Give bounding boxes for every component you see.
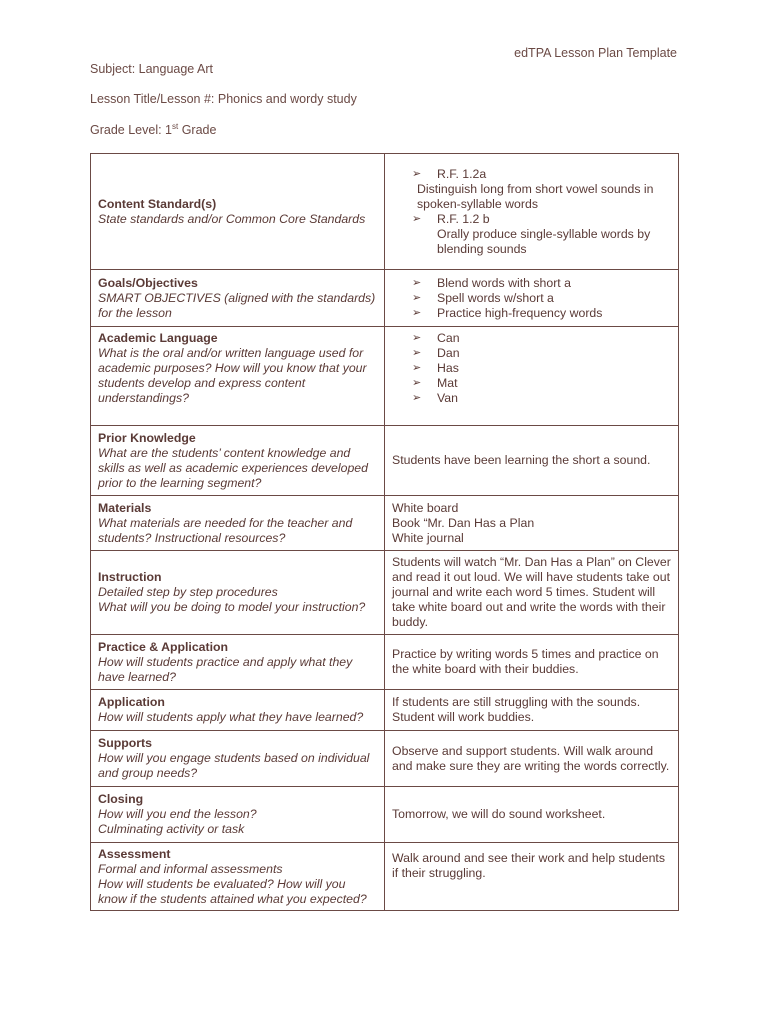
table-row-practice <box>91 635 679 690</box>
list-item: ➢ Spell words w/short a <box>412 291 671 306</box>
grade-level-ordinal: st <box>172 122 179 131</box>
row-label: Academic Language <box>98 331 218 345</box>
row-description: State standards and/or Common Core Standards <box>98 211 366 226</box>
row-label-cell <box>91 270 385 327</box>
row-label-cell <box>91 551 385 635</box>
row-content-text: Students will watch “Mr. Dan Has a Plan” on Clever and read it out loud. We will have students take out journal and write each word 5 times. Student will take white board out and write the words with their buddy. <box>392 555 671 629</box>
grade-level-text: Grade Level: 1 <box>90 123 172 138</box>
vocabulary-list <box>392 331 671 406</box>
row-description: How will you engage students based on individual and group needs? <box>98 751 370 780</box>
row-label: Supports <box>98 736 152 750</box>
list-item: ➢ Blend words with short a <box>412 276 671 291</box>
standard-text: Orally produce single-syllable words by blending sounds <box>437 226 651 256</box>
standard-code: ➢ R.F. 1.2a <box>437 166 487 181</box>
row-label-cell <box>91 635 385 690</box>
standard-code: ➢ R.F. 1.2 b <box>437 211 490 226</box>
row-content-cell <box>385 787 679 843</box>
row-description: How will students practice and apply what they have learned? <box>98 654 353 684</box>
row-content-cell <box>385 551 679 635</box>
row-content-cell <box>385 426 679 496</box>
row-content-cell <box>385 496 679 551</box>
list-item: ➢ Van <box>412 391 671 406</box>
lesson-title-line: Lesson Title/Lesson #: Phonics and wordy study <box>90 92 357 106</box>
row-label-cell <box>91 496 385 551</box>
table-row-application <box>91 690 679 731</box>
row-label: Content Standard(s) <box>98 196 217 211</box>
subject-line: Subject: Language Art <box>90 62 214 76</box>
row-description: What materials are needed for the teacher and students? Instructional resources? <box>98 515 353 545</box>
row-label-cell <box>91 731 385 787</box>
row-label-cell <box>91 690 385 731</box>
list-item: ➢ Practice high-frequency words <box>412 306 671 321</box>
table-row-assessment <box>91 843 679 911</box>
row-description: What are the students’ content knowledge and skills as well as academic experiences developed prior to the learning segment? <box>98 445 368 490</box>
list-item: ➢ Has <box>412 361 671 376</box>
grade-level-line <box>90 122 216 137</box>
row-description: SMART OBJECTIVES (aligned with the standards) for the lesson <box>98 290 376 320</box>
standards-list <box>392 212 671 257</box>
list-item: ➢ Dan <box>412 346 671 361</box>
objectives-list <box>392 276 671 321</box>
row-content-cell <box>385 731 679 787</box>
lesson-plan-table <box>90 153 679 911</box>
row-content-text: Tomorrow, we will do sound worksheet. <box>392 807 606 821</box>
row-content-cell <box>385 154 679 270</box>
standard-text: Distinguish long from short vowel sounds in spoken-syllable words <box>417 181 654 211</box>
table-row-supports <box>91 731 679 787</box>
row-content-cell <box>385 270 679 327</box>
table-row-prior-knowledge <box>91 426 679 496</box>
row-content-cell <box>385 843 679 911</box>
row-label-cell <box>91 843 385 911</box>
table-row-closing <box>91 787 679 843</box>
row-content-cell <box>385 327 679 426</box>
row-label: Materials <box>98 500 152 515</box>
row-description: What is the oral and/or written language used for academic purposes? How will you know that your students develop and express content understandings? <box>98 346 367 405</box>
row-label-cell <box>91 426 385 496</box>
row-content-text: If students are still struggling with the sounds. Student will work buddies. <box>392 695 641 724</box>
table-row-goals <box>91 270 679 327</box>
row-label: Practice & Application <box>98 639 229 654</box>
list-item <box>412 167 671 182</box>
row-content-cell <box>385 690 679 731</box>
row-content-text: Walk around and see their work and help students if their struggling. <box>392 851 665 880</box>
row-content-text: Students have been learning the short a sound. <box>392 453 651 467</box>
row-content-text: Practice by writing words 5 times and practice on the white board with their buddies. <box>392 647 659 676</box>
row-description: Formal and informal assessments How will students be evaluated? How will you know if the students attained what you expected? <box>98 861 367 906</box>
row-content-text: White board Book “Mr. Dan Has a Plan White journal <box>392 500 535 545</box>
row-description: How will you end the lesson? Culminating activity or task <box>98 807 257 836</box>
row-label: Goals/Objectives <box>98 275 198 290</box>
row-content-text: Observe and support students. Will walk around and make sure they are writing the words correctly. <box>392 743 670 773</box>
row-label: Assessment <box>98 846 171 861</box>
row-label-cell <box>91 327 385 426</box>
table-row-academic-language <box>91 327 679 426</box>
row-label-cell <box>91 787 385 843</box>
standards-list <box>392 167 671 182</box>
row-label-cell <box>91 154 385 270</box>
grade-level-suffix: Grade <box>178 123 217 138</box>
row-description: How will students apply what they have learned? <box>98 710 364 724</box>
row-description: Detailed step by step procedures What will you be doing to model your instruction? <box>98 585 366 614</box>
row-label: Prior Knowledge <box>98 430 196 445</box>
list-item: ➢ Mat <box>412 376 671 391</box>
row-content-cell <box>385 635 679 690</box>
table-row-materials <box>91 496 679 551</box>
row-label: Closing <box>98 792 144 806</box>
row-label: Application <box>98 695 165 709</box>
template-title: edTPA Lesson Plan Template <box>514 46 677 60</box>
list-item: ➢ Can <box>412 331 671 346</box>
table-row-instruction <box>91 551 679 635</box>
list-item <box>412 212 671 257</box>
row-label: Instruction <box>98 570 162 584</box>
table-row-content-standards <box>91 154 679 270</box>
